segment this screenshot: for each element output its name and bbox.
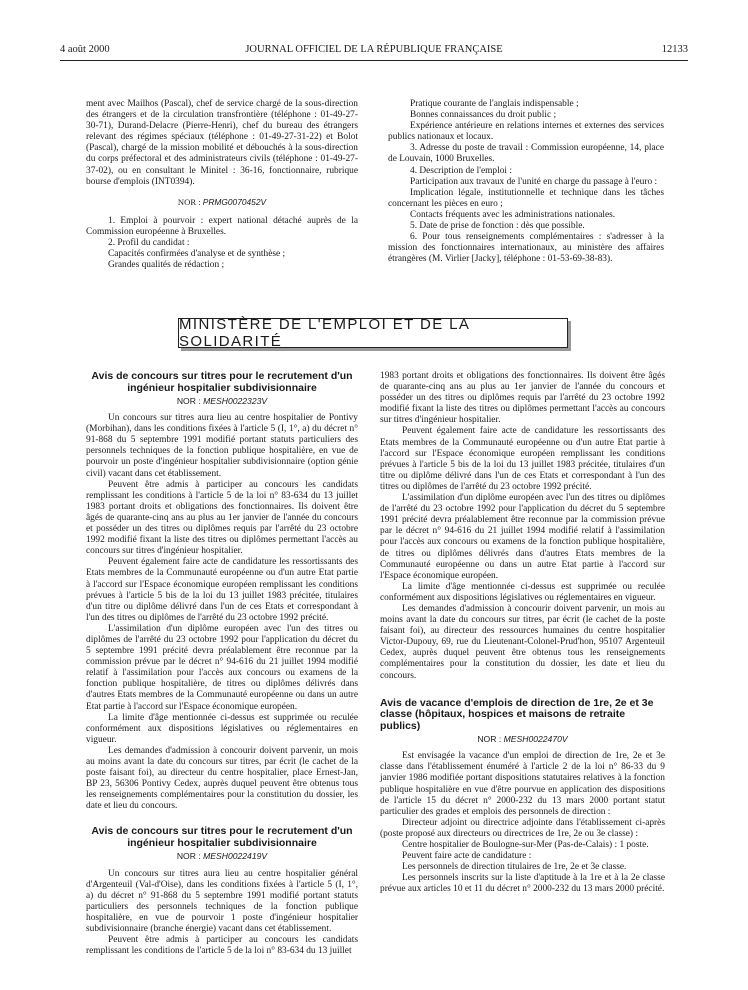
paragraph: Les demandes d'admission à concourir doivent parvenir, un mois au moins avant la date du concours sur titres, par écrit (le cachet de la poste faisant foi), au directeur des ressources humaines du centre hospitalier Victor-Dupouy, 69, rue du Lieutenant-Colonel-Prud'hon, 95107 Argenteuil Cedex, auprès duquel peuvent être obtenus tous les renseignements complémentaires pour la constitution du dossier, les date et lieu du concours. [380,603,665,681]
paragraph: Est envisagée la vacance d'un emploi de direction de 1re, 2e et 3e classe dans l'établissement énuméré à l'article 2 de la loi n° 86-33 du 9 janvier 1986 modifiée portant dispositions statutaires relatives à la fonction publique hospitalière en vue d'être pourvue en application des dispositions de l'article 15 du décret n° 2000-232 du 13 mars 2000 portant statut particulier des grades et emplois des personnels de direction : [380,751,665,817]
paragraph: Directeur adjoint ou directrice adjointe dans l'établissement ci-après (poste proposé aux directeurs ou directrices de 1re, 2e ou 3e classe) : [380,817,665,839]
paragraph: Peuvent faire acte de candidature : [402,851,532,862]
nor-reference: NOR : MESH0022323V [176,396,268,406]
paragraph: Centre hospitalier de Boulogne-sur-Mer (Pas-de-Calais) : 1 poste. [402,839,649,850]
list-item: Implication légale, institutionnelle et technique dans les tâches concernant les pièces en euro ; [388,187,664,209]
lower-right-column [380,371,665,895]
nor-reference: NOR : MESH0022419V [176,851,268,862]
avis-title: Avis de concours sur titres pour le recrutement d'un ingénieur hospitalier subdivisionnaire [91,825,353,849]
paragraph: Un concours sur titres aura lieu au centre hospitalier général d'Argenteuil (Val-d'Oise), dans les conditions fixées à l'article 5 (I, 1°, a) du décret n° 91-868 du 5 septembre 1991 modifié portant statuts particuliers des personnels techniques de la fonction publique hospitalière, en vue de pourvoir 1 poste d'ingénieur hospitalier subdivisionnaire (branche énergie) vacant dans cet établissement. [86,868,358,935]
header-rule [60,60,688,61]
paragraph: L'assimilation d'un diplôme européen avec l'un des titres ou diplômes de l'arrêté du 23 octobre 1992 pour l'application du décret du 5 septembre 1991 précité devra préalablement être reconnue par la commission prévue par le décret n° 94-616 du 21 juillet 1994 modifié relatif à l'assimilation pour l'accès aux concours ou examens de la fonction publique hospitalière, de titres ou diplômes délivrés dans d'autres Etats membres de la Communauté européenne ou dans un autre Etat partie à l'accord sur l'Espace économique européen. [380,493,665,581]
top-right-column [388,99,664,265]
ministry-banner: MINISTÈRE DE L'EMPLOI ET DE LA SOLIDARITÉ [178,318,568,348]
paragraph: Peuvent être admis à participer au concours les candidats remplissant les conditions de l'article 5 de la loi n° 83-634 du 13 juillet [86,935,358,957]
paragraph: Les personnels de direction titulaires de 1re, 2e et 3e classe. [402,862,627,873]
page-number: 12133 [661,44,688,55]
nor-code: PRMG0070452V [202,196,267,207]
continued-paragraph: ment avec Mailhos (Pascal), chef de service chargé de la sous-direction des étrangers et de la circulation transfrontière (téléphone : 01-49-27-30-71), Durand-Delacre (Pierre-Henri), chef du bureau des étrangers relevant des régimes spéciaux (téléphone : 01-49-27-31-22) et Bolot (Pascal), chargé de la mission mobilité et débouchés à la sous-direction du corps préfectoral et des administrateurs civils (téléphone : 01-49-27-37-02), ou en consultant le Minitel : 36-16, fonctionnaire, rubrique bourse d'emplois (INT0394). [86,99,358,187]
nor-code: MESH0022323V [203,396,268,406]
paragraph: Peuvent être admis à participer au concours les candidats remplissant les conditions à l'article 5 de la loi n° 83-634 du 13 juillet 1983 portant droits et obligations des fonctionnaires. Ils doivent être âgés de quarante-cinq ans au plus au 1er janvier de l'année du concours et posséder un des titres ou diplômes requis par l'arrêté du 23 octobre 1992 modifié fixant la liste des titres ou diplômes permettant l'accès au concours sur titres d'ingénieur hospitalier. [86,479,358,557]
list-item: 3. Adresse du poste de travail : Commission européenne, 14, place de Louvain, 1000 Bruxelles. [388,143,664,165]
journal-title: JOURNAL OFFICIEL DE LA RÉPUBLIQUE FRANÇAISE [245,44,503,55]
continued-paragraph: 1983 portant droits et obligations des fonctionnaires. Ils doivent être âgés de quarante-cinq ans au plus au 1er janvier de l'année du concours et posséder un des titres ou diplômes requis par l'arrêté du 23 octobre 1992 modifié fixant la liste des titres ou diplômes permettant l'accès au concours sur titres d'ingénieur hospitalier. [380,371,665,426]
list-item: 2. Profil du candidat : [108,238,190,249]
issue-date: 4 août 2000 [60,44,110,55]
list-item: 6. Pour tous renseignements complémentaires : s'adresser à la mission des fonctionnaires internationaux, au ministère des affaires étrangères (M. Virlier [Jacky], téléphone : 01-53-69-38-83). [388,232,664,265]
list-item: 5. Date de prise de fonction : dès que possible. [410,221,585,232]
paragraph: L'assimilation d'un diplôme européen avec l'un des titres ou diplômes de l'arrêté du 23 octobre 1992 pour l'application du décret du 5 septembre 1991 précité devra préalablement être reconnue par la commission prévue par le décret n° 94-616 du 21 juillet 1994 modifié relatif à l'assimilation pour l'accès aux concours ou examens de la fonction publique hospitalière, de titres ou diplômes délivrés dans d'autres Etats membres de la Communauté européenne ou dans un autre Etat partie à l'accord sur l'Espace économique européen. [86,623,358,712]
list-item: Grandes qualités de rédaction ; [108,260,225,271]
list-item: Expérience antérieure en relations internes et externes des services publics nationaux et locaux. [388,121,664,143]
list-item: Capacités confirmées d'analyse et de synthèse ; [108,249,286,260]
nor-code: MESH0022419V [203,851,268,862]
list-item: Contacts fréquents avec les administrations nationales. [410,209,616,220]
list-item: 1. Emploi à pourvoir : expert national détaché auprès de la Commission européenne à Bruxelles. [86,215,358,237]
list-item: Bonnes connaissances du droit public ; [410,110,557,121]
nor-code: MESH0022470V [503,734,568,745]
page-header [60,44,688,58]
top-left-column [86,99,358,271]
list-item: Participation aux travaux de l'unité en charge du passage à l'euro : [410,176,658,187]
paragraph: Peuvent également faire acte de candidature les ressortissants des Etats membres de la Communauté européenne ou d'un autre Etat partie à l'accord sur l'Espace économique européen remplissant les conditions prévues à l'article 5 bis de la loi du 13 juillet 1983 précitée, titulaires d'un titre ou diplôme délivré dans l'un de ces Etats et correspondant à l'un des titres ou diplômes de l'arrêté du 23 octobre 1992 précité. [380,426,665,492]
paragraph: La limite d'âge mentionnée ci-dessus est supprimée ou reculée conformément aux dispositions législatives ou réglementaires en vigueur. [86,712,358,745]
paragraph: Les personnels inscrits sur la liste d'aptitude à la 1re et à la 2e classe prévue aux articles 10 et 11 du décret n° 2000-232 du 13 mars 2000 précité. [380,873,665,895]
nor-reference: NOR : PRMG0070452V [177,196,267,207]
paragraph: Un concours sur titres aura lieu au centre hospitalier de Pontivy (Morbihan), dans les conditions fixées à l'article 5 (I, 1°, a) du décret n° 91-868 du 5 septembre 1991 modifié portant statuts particuliers des personnels techniques de la fonction publique hospitalière, en vue de pourvoir un poste d'ingénieur hospitalier subdivisionnaire (option génie civil) vacant dans cet établissement. [86,413,358,479]
lower-left-column [86,371,358,957]
paragraph: La limite d'âge mentionnée ci-dessus est supprimée ou reculée conformément aux dispositions législatives ou réglementaires en vigueur. [380,581,665,603]
nor-reference: NOR : MESH0022470V [477,734,568,745]
list-item: Pratique courante de l'anglais indispensable ; [410,99,579,109]
avis-title: Avis de vacance d'emplois de direction de 1re, 2e et 3e classe (hôpitaux, hospices et maisons de retraite publics) [380,696,654,732]
paragraph: Peuvent également faire acte de candidature les ressortissants des Etats membres de la Communauté européenne ou d'un autre Etat partie à l'accord sur l'Espace économique européen remplissant les conditions prévues à l'article 5 bis de la loi du 13 juillet 1983 précitée, titulaires d'un titre ou diplôme délivré dans l'un de ces Etats et correspondant à l'un des titres ou diplômes de l'arrêté du 23 octobre 1992 précité. [86,557,358,623]
paragraph: Les demandes d'admission à concourir doivent parvenir, un mois au moins avant la date du concours sur titres, par écrit (le cachet de la poste faisant foi), au directeur du centre hospitalier, place Ernest-Jan, BP 23, 56306 Pontivy Cedex, auprès duquel peuvent être obtenus tous les renseignements complémentaires pour la constitution du dossier, les date et lieu du concours. [86,745,358,812]
avis-title: Avis de concours sur titres pour le recrutement d'un ingénieur hospitalier subdivisionnaire [91,370,353,394]
list-item: 4. Description de l'emploi : [410,165,512,176]
